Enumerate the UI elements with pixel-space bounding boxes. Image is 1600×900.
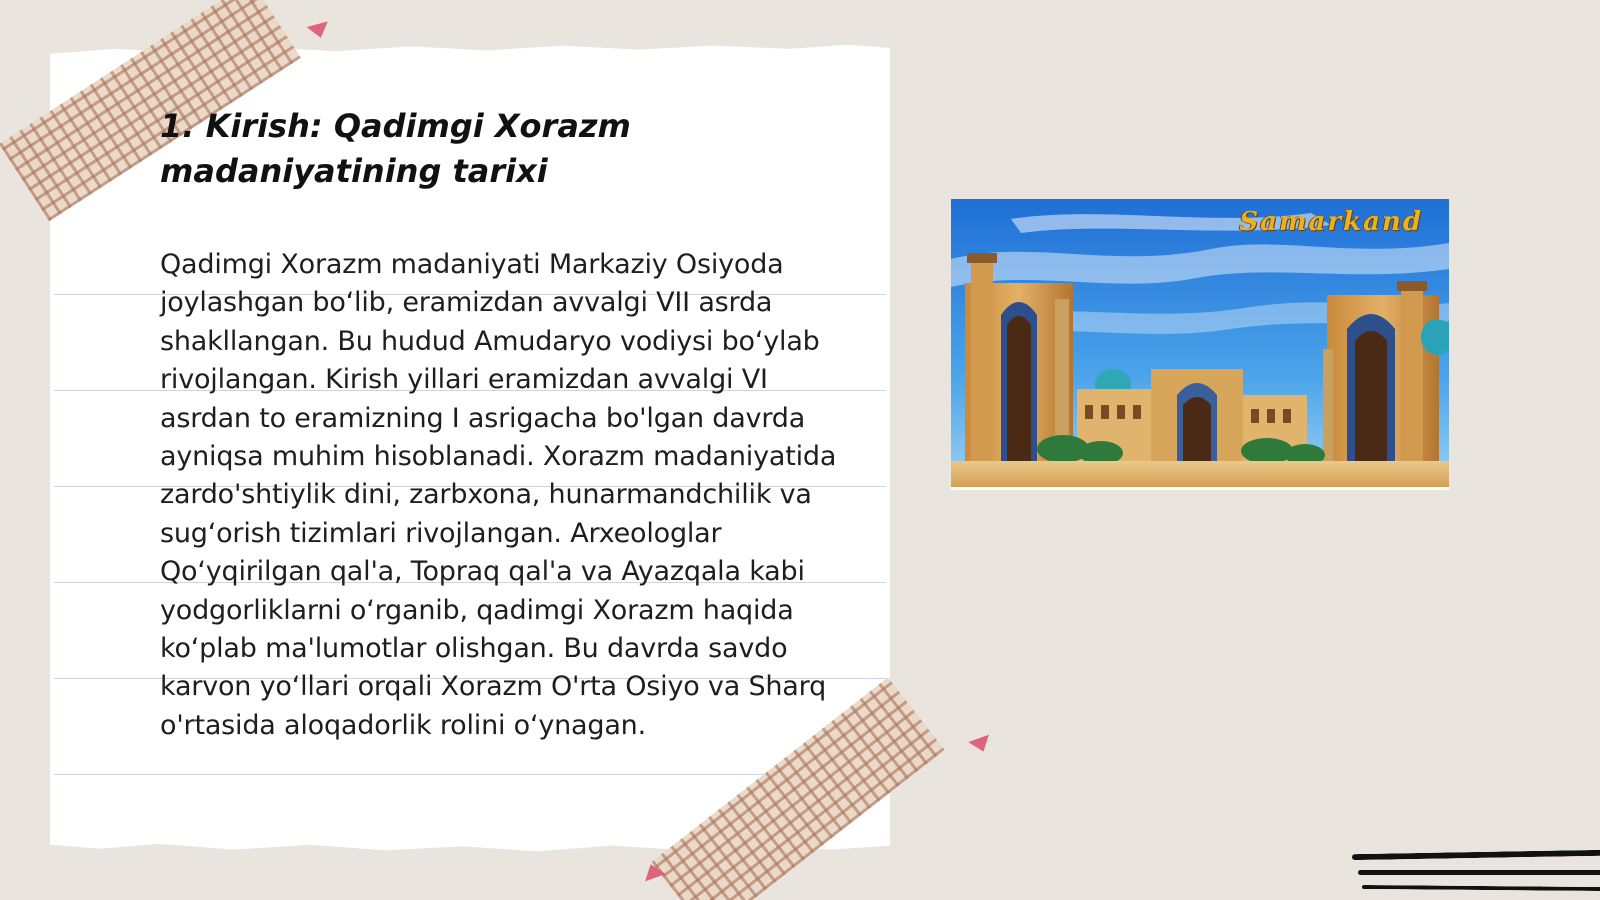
brush-stroke xyxy=(1362,885,1600,891)
postcard-caption: Samarkand xyxy=(1239,207,1423,237)
registan-illustration xyxy=(951,199,1449,490)
brush-stroke xyxy=(1358,870,1600,875)
slide-title: 1. Kirish: Qadimgi Xorazm madaniyatining tarixi xyxy=(160,107,631,190)
slide-body-text: Qadimgi Xorazm madaniyati Markaziy Osiyoda joylashgan bo‘lib, eramizdan avvalgi VII asrda shakllangan. Bu hudud Amudaryo vodiysi bo‘ylab rivojlangan. Kirish yillari eramizdan avvalgi VI asrdan to eramizning I asrigacha bo'lgan davrda ayniqsa muhim hisoblanadi. Xorazm madaniyatida zardo'shtiylik dini, zarbxona, hunarmandchilik va sug‘orish tizimlari rivojlangan. Arxeologlar Qo‘yqirilgan qal'a, Topraq qal'a va Ayazqala kabi yodgorliklarni o‘rganib, qadimgi Xorazm haqida ko‘plab ma'lumotlar olishgan. Bu davrda savdo karvon yo‘llari orqali Xorazm O'rta Osiyo va Sharq o'rtasida aloqadorlik rolini o‘ynagan. xyxy=(160,249,837,741)
pin-icon xyxy=(640,861,665,882)
brush-stroke xyxy=(1352,850,1600,860)
pin-icon xyxy=(968,735,993,756)
samarkand-postcard-image xyxy=(951,199,1449,490)
pin-icon xyxy=(307,21,332,40)
